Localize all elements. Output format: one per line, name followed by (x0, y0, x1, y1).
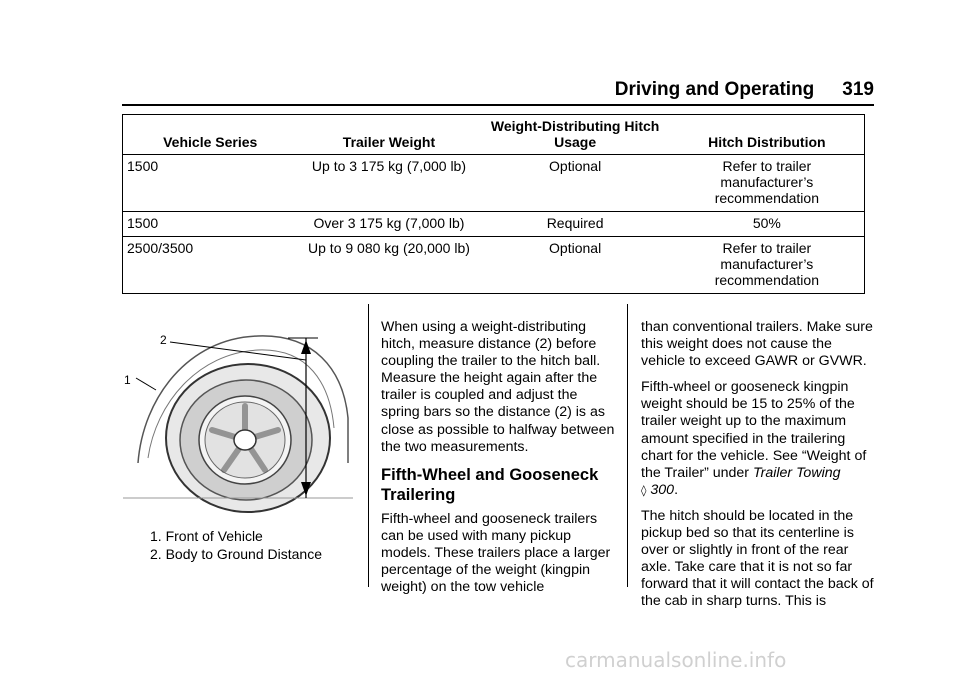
page-number: 319 (842, 79, 874, 100)
cross-reference-page[interactable]: 300 (650, 481, 675, 498)
table-cell: Required (481, 212, 670, 237)
watermark: carmanualsonline.info (565, 648, 787, 672)
paragraph (641, 379, 876, 499)
page-header (122, 79, 874, 106)
paragraph-text: Fifth-wheel or gooseneck kingpin weight should be 15 to 25% of the trailer weight up to the maximum amount specified in the trailering chart for the vehicle. See “Weight of the Trailer” under (641, 379, 867, 481)
table-cell: Over 3 175 kg (7,000 lb) (297, 212, 480, 237)
table-cell: 2500/3500 (127, 240, 194, 256)
table-cell: 1500 (123, 212, 298, 237)
paragraph: Fifth-wheel and gooseneck trailers can be used with many pickup models. These trailers place a larger percentage of the weight (kingpin weight) on the tow vehicle (381, 510, 611, 596)
callout-2: 2 (160, 333, 167, 347)
table-cell: Optional (481, 155, 670, 212)
table-header-row (123, 115, 865, 155)
trailering-table (122, 114, 865, 294)
section-heading: Fifth-Wheel and Gooseneck Trailering (381, 465, 599, 504)
table-cell: Up to 9 080 kg (20,000 lb) (308, 240, 470, 256)
table-row (123, 155, 865, 212)
paragraph: than conventional trailers. Make sure this weight does not cause the vehicle to exceed GAWR or GVWR. (641, 319, 873, 370)
table-cell: Refer to trailer manufacturer’s recommendation (714, 240, 819, 288)
table-cell: Up to 3 175 kg (7,000 lb) (297, 155, 480, 212)
column-divider (368, 304, 369, 587)
text-column-3 (641, 319, 876, 620)
column-divider (627, 304, 628, 587)
column-header: Weight-Distributing Hitch Usage (481, 115, 670, 155)
page-ref-icon: ◊ (641, 483, 647, 497)
section-title: Driving and Operating (614, 79, 815, 100)
caption-item: 2. Body to Ground Distance (150, 546, 322, 562)
paragraph: The hitch should be located in the pickup bed so that its centerline is over or slightly in front of the rear axle. Take care that it is not so far forward that it will contact the back of the cab in sharp turns. This is (641, 507, 874, 610)
table-cell: 50% (670, 212, 865, 237)
figure-caption (150, 527, 322, 563)
table-row (123, 212, 865, 237)
table-row (123, 237, 865, 294)
wheel-height-illustration (118, 318, 358, 518)
column-header: Trailer Weight (297, 115, 480, 155)
paragraph: When using a weight-distributing hitch, measure distance (2) before coupling the trailer to the hitch ball. Measure the height again after the trailer is coupled and adjust the spring bars so the distance (2) is as close as possible to halfway between the two measurements. (381, 319, 615, 455)
callout-1: 1 (124, 373, 131, 387)
table-cell: Refer to trailer manufacturer’s recommendation (670, 155, 865, 212)
column-header: Vehicle Series (123, 115, 298, 155)
column-header: Hitch Distribution (670, 115, 865, 155)
caption-item: 1. Front of Vehicle (150, 528, 263, 544)
cross-reference-title[interactable]: Trailer Towing (752, 464, 841, 481)
text-column-2 (381, 319, 616, 605)
table-cell: 1500 (123, 155, 298, 212)
table-cell: Optional (549, 240, 602, 256)
paragraph-text: . (674, 481, 679, 498)
